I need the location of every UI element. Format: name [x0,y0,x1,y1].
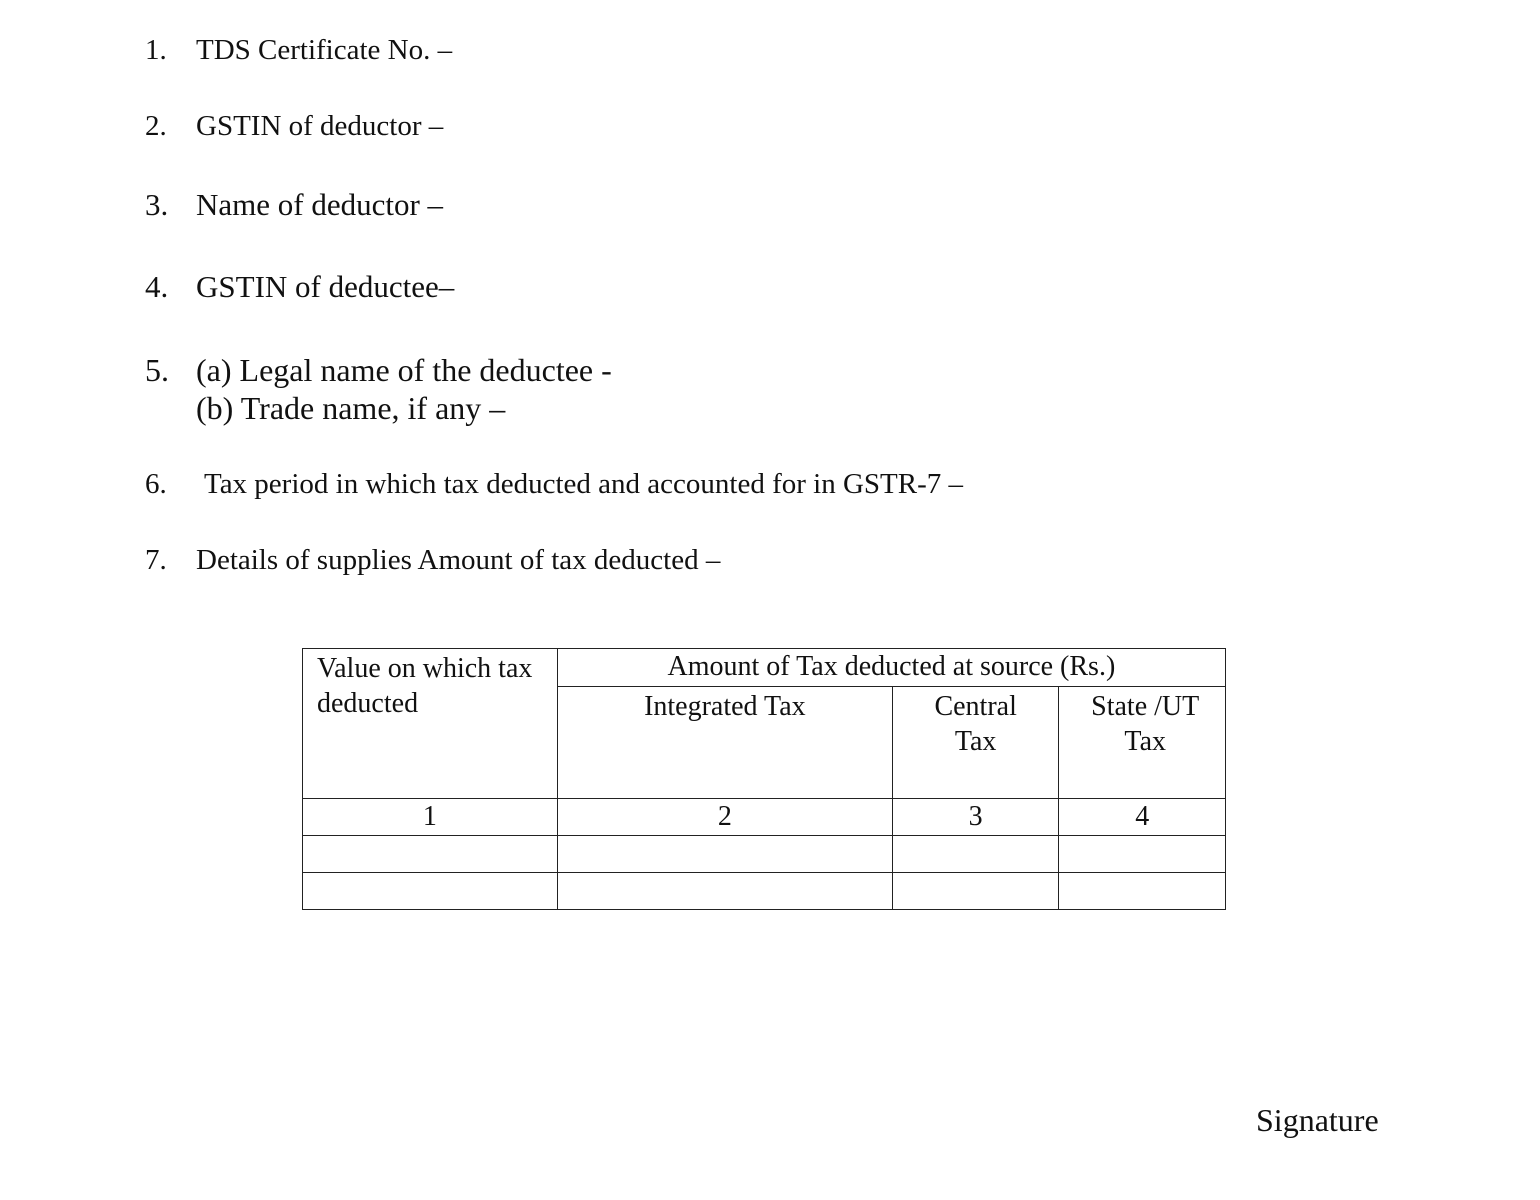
amount-group-header-cell [557,649,1225,687]
item-number: 3. [145,187,169,222]
details-of-supplies-label: Details of supplies Amount of tax deducted – [196,544,721,576]
state-ut-tax-label: State /UT Tax [1091,690,1200,757]
table-row [303,873,1226,910]
item-number: 5. [145,352,169,388]
value-header-label: Value on which tax deducted [317,653,533,719]
table-header-row [303,649,1226,687]
item-number: 6. [145,468,167,500]
tax-period-label: Tax period in which tax deducted and accounted for in GSTR-7 – [204,468,963,500]
column-number-cell: 2 [557,799,892,836]
table-cell[interactable] [303,873,558,910]
central-tax-label: Central Tax [934,690,1017,757]
tax-deducted-table [302,648,1226,910]
table-row [303,836,1226,873]
table-cell[interactable] [1059,836,1226,873]
item-number: 7. [145,544,167,576]
column-number-cell: 4 [1059,799,1226,836]
legal-name-deductee-label: (a) Legal name of the deductee - [196,352,612,388]
item-number: 2. [145,110,167,142]
tds-certificate-no-label: TDS Certificate No. – [196,34,453,66]
amount-group-header-label: Amount of Tax deducted at source (Rs.) [667,651,1116,682]
table-cell[interactable] [892,873,1059,910]
table-cell[interactable] [1059,873,1226,910]
signature-label: Signature [1256,1102,1379,1138]
gstin-deductee-label: GSTIN of deductee– [196,269,455,304]
trade-name-label: (b) Trade name, if any – [196,390,506,426]
table-cell[interactable] [557,836,892,873]
state-ut-tax-header-cell [1059,686,1226,799]
value-header-cell [303,649,558,799]
column-number-cell: 1 [303,799,558,836]
item-number: 1. [145,34,167,66]
gstin-deductor-label: GSTIN of deductor – [196,110,444,142]
column-number-cell: 3 [892,799,1059,836]
table-row [303,799,1226,836]
central-tax-header-cell [892,686,1059,799]
name-deductor-label: Name of deductor – [196,187,444,222]
table-cell[interactable] [557,873,892,910]
integrated-tax-header-cell [557,686,892,799]
item-number: 4. [145,269,169,304]
integrated-tax-label: Integrated Tax [644,690,806,722]
table-cell[interactable] [303,836,558,873]
table-cell[interactable] [892,836,1059,873]
